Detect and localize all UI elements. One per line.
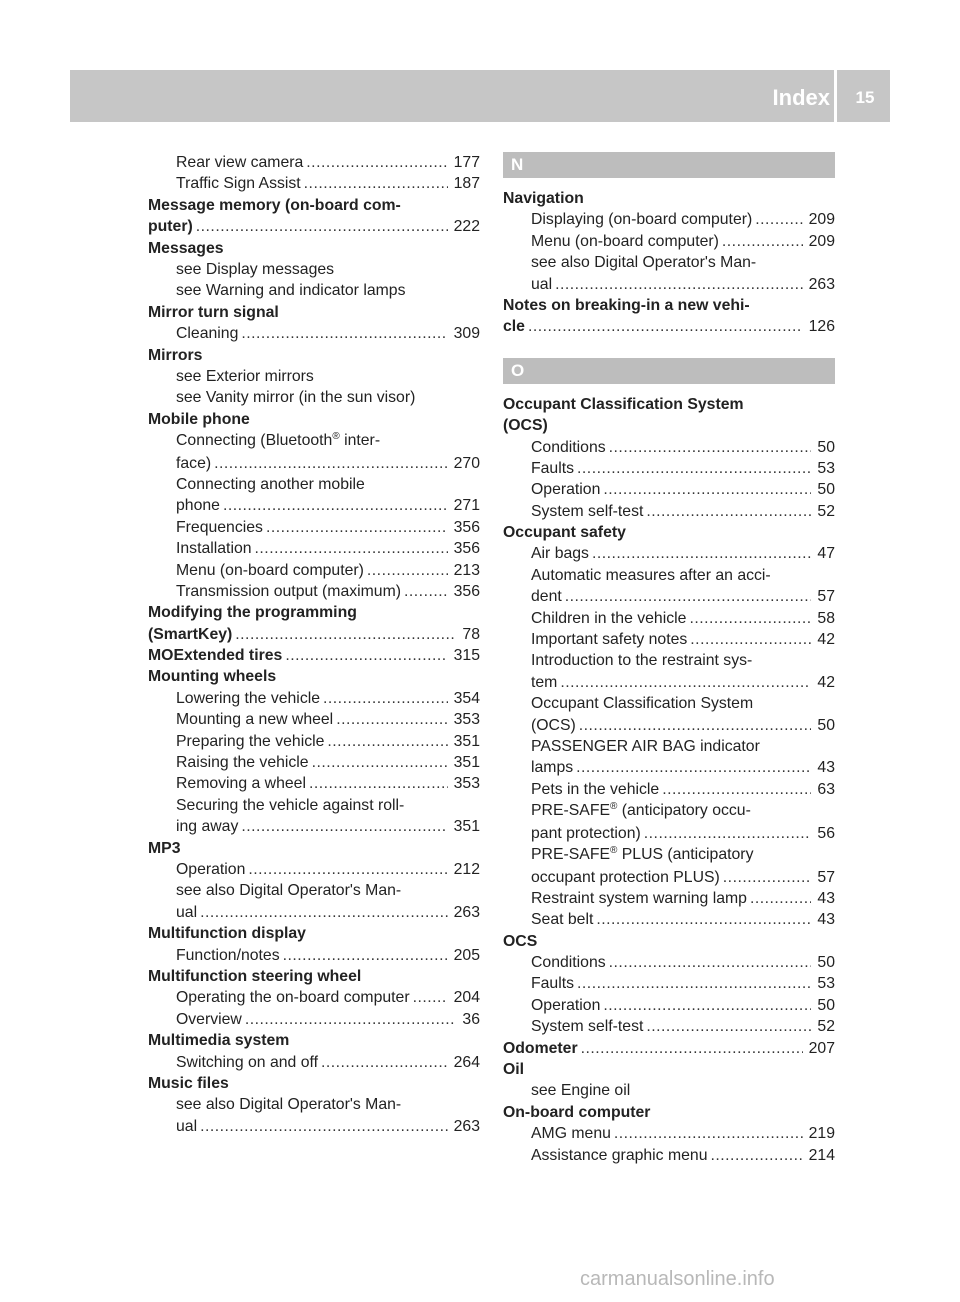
- index-entry: Transmission output (maximum) ..... 356: [148, 581, 480, 602]
- index-entry: Installation ..... 356: [148, 538, 480, 559]
- index-entry: phone ..... 271: [148, 495, 480, 516]
- index-entry: Occupant Classification System: [531, 695, 754, 713]
- index-entry: tem ..... 42: [503, 672, 835, 693]
- index-entry: see also Digital Operator's Man-: [531, 254, 757, 272]
- index-heading: Notes on breaking-in a new vehi-: [503, 296, 750, 314]
- index-entry: AMG menu ..... 219: [503, 1123, 835, 1144]
- index-heading: Mirror turn signal: [148, 303, 279, 321]
- index-entry: Introduction to the restraint sys-: [531, 652, 753, 670]
- watermark: carmanualsonline.info: [580, 1268, 775, 1290]
- index-entry: Pets in the vehicle ..... 63: [503, 779, 835, 800]
- header-divider: [834, 70, 837, 122]
- index-entry: Faults ..... 53: [503, 974, 835, 995]
- index-entry: Connecting (Bluetooth® inter-: [176, 431, 381, 450]
- index-entry: ual ..... 263: [148, 1116, 480, 1137]
- index-entry: ing away ..... 351: [148, 816, 480, 837]
- letter-section-n: N: [503, 152, 835, 178]
- index-entry: Operation ..... 50: [503, 479, 835, 500]
- index-entry: pant protection) ..... 56: [503, 823, 835, 844]
- index-heading: Music files: [148, 1074, 229, 1092]
- index-entry: see also Digital Operator's Man-: [176, 1096, 402, 1114]
- index-entry: Lowering the vehicle ..... 354: [148, 688, 480, 709]
- index-entry: Children in the vehicle ..... 58: [503, 608, 835, 629]
- index-heading: On-board computer: [503, 1103, 651, 1121]
- index-heading: Odometer ..... 207: [503, 1038, 835, 1059]
- index-heading: Navigation: [503, 189, 584, 207]
- index-entry: Operation ..... 50: [503, 995, 835, 1016]
- index-heading: Message memory (on-board com-: [148, 196, 401, 214]
- page-number: 15: [855, 88, 875, 107]
- index-column-right: [503, 152, 835, 1166]
- index-entry: Restraint system warning lamp ..... 43: [503, 888, 835, 909]
- index-entry: see Exterior mirrors: [176, 367, 314, 385]
- index-entry: PRE-SAFE® (anticipatory occu-: [531, 801, 751, 820]
- index-entry: ual ..... 263: [503, 274, 835, 295]
- index-entry: occupant protection PLUS) ..... 57: [503, 867, 835, 888]
- index-entry: Mounting a new wheel ..... 353: [148, 709, 480, 730]
- index-entry: see Vanity mirror (in the sun visor): [176, 389, 416, 407]
- index-entry: PRE-SAFE® PLUS (anticipatory: [531, 845, 754, 864]
- index-heading: Oil: [503, 1061, 525, 1079]
- index-entry: System self-test ..... 52: [503, 1016, 835, 1037]
- index-heading: Mirrors: [148, 346, 203, 364]
- index-entry: Seat belt ..... 43: [503, 909, 835, 930]
- index-heading: Multimedia system: [148, 1032, 290, 1050]
- index-entry: lamps ..... 43: [503, 757, 835, 778]
- index-entry: Operating the on-board computer ..... 204: [148, 987, 480, 1008]
- index-entry: see also Digital Operator's Man-: [176, 882, 402, 900]
- index-heading: cle ..... 126: [503, 316, 835, 337]
- index-entry: Automatic measures after an acci-: [531, 566, 771, 584]
- index-entry: see Display messages: [176, 260, 335, 278]
- index-entry: Raising the vehicle ..... 351: [148, 752, 480, 773]
- index-entry: (OCS) ..... 50: [503, 715, 835, 736]
- index-heading: Occupant safety: [503, 524, 626, 542]
- index-entry: Conditions ..... 50: [503, 952, 835, 973]
- index-heading: Modifying the programming: [148, 604, 357, 622]
- index-entry: Rear view camera ..... 177: [148, 152, 480, 173]
- index-entry: Menu (on-board computer) ..... 209: [503, 231, 835, 252]
- index-entry: System self-test ..... 52: [503, 501, 835, 522]
- index-heading: Mobile phone: [148, 410, 250, 428]
- index-entry: Operation ..... 212: [148, 859, 480, 880]
- index-entry: ual ..... 263: [148, 902, 480, 923]
- index-entry: Traffic Sign Assist ..... 187: [148, 173, 480, 194]
- index-entry: Cleaning ..... 309: [148, 323, 480, 344]
- index-heading: MOExtended tires ..... 315: [148, 645, 480, 666]
- index-entry: Assistance graphic menu ..... 214: [503, 1145, 835, 1166]
- index-entry: see Engine oil: [531, 1082, 631, 1100]
- index-entry: Conditions ..... 50: [503, 437, 835, 458]
- index-entry: Removing a wheel ..... 353: [148, 773, 480, 794]
- index-entry: Important safety notes ..... 42: [503, 629, 835, 650]
- index-heading: puter) ..... 222: [148, 216, 480, 237]
- index-column-left: [148, 152, 480, 1137]
- index-heading: Multifunction steering wheel: [148, 967, 362, 985]
- header-title: Index: [772, 85, 830, 110]
- index-entry: Function/notes ..... 205: [148, 945, 480, 966]
- index-entry: Connecting another mobile: [176, 475, 365, 493]
- index-entry: Displaying (on-board computer) ..... 209: [503, 209, 835, 230]
- index-entry: face) ..... 270: [148, 453, 480, 474]
- index-heading: MP3: [148, 839, 181, 857]
- index-heading: Occupant Classification System: [503, 395, 744, 413]
- index-entry: see Warning and indicator lamps: [176, 282, 406, 300]
- letter-section-o: O: [503, 358, 835, 384]
- index-heading: (OCS): [503, 417, 548, 435]
- index-entry: dent ..... 57: [503, 586, 835, 607]
- index-heading: Multifunction display: [148, 925, 306, 943]
- index-heading: (SmartKey) ..... 78: [148, 624, 480, 645]
- index-entry: Preparing the vehicle ..... 351: [148, 731, 480, 752]
- index-heading: OCS: [503, 932, 538, 950]
- index-entry: PASSENGER AIR BAG indicator: [531, 737, 760, 755]
- index-heading: Messages: [148, 239, 224, 257]
- index-heading: Mounting wheels: [148, 668, 277, 686]
- index-entry: Overview ..... 36: [148, 1009, 480, 1030]
- index-entry: Frequencies ..... 356: [148, 517, 480, 538]
- index-entry: Menu (on-board computer) ..... 213: [148, 560, 480, 581]
- index-entry: Switching on and off ..... 264: [148, 1052, 480, 1073]
- index-entry: Securing the vehicle against roll-: [176, 796, 405, 814]
- index-entry: Faults ..... 53: [503, 458, 835, 479]
- index-entry: Air bags ..... 47: [503, 543, 835, 564]
